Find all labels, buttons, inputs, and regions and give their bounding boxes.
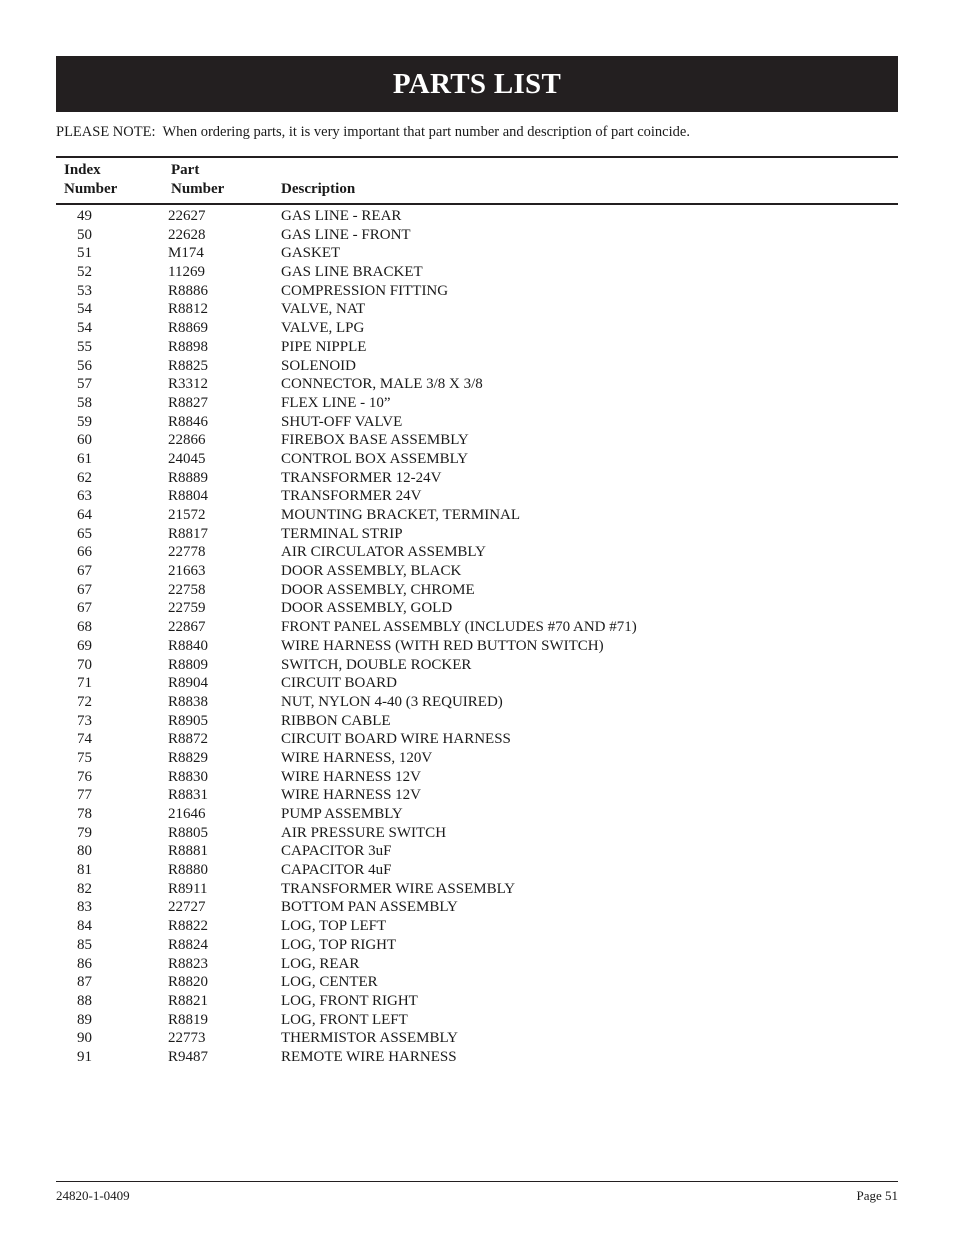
description-cell: DOOR ASSEMBLY, GOLD [281,600,453,617]
table-row [0,693,954,712]
part-number-cell: 21572 [168,507,206,523]
description-cell: TRANSFORMER 24V [281,488,422,505]
index-cell: 57 [77,376,92,393]
part-number-cell: R8817 [168,525,209,542]
description-cell: DOOR ASSEMBLY, BLACK [281,563,462,580]
index-cell: 84 [77,918,92,935]
index-cell: 71 [77,675,92,692]
table-row [0,562,954,581]
index-cell: 68 [77,619,92,636]
index-cell: 67 [77,581,92,598]
part-number-cell: 21663 [168,563,206,580]
table-row [0,842,954,861]
part-number-cell: R8881 [168,843,209,860]
index-cell: 67 [77,563,92,580]
table-row [0,300,954,319]
description-cell: THERMISTOR ASSEMBLY [281,1030,459,1047]
table-row [0,824,954,843]
description-cell: CAPACITOR 3uF [281,843,392,860]
part-number-cell: R8886 [168,282,209,299]
index-cell: 83 [77,899,92,916]
table-row [0,898,954,917]
table-row [0,357,954,376]
table-row [0,730,954,749]
index-cell: 86 [77,955,92,972]
part-number-cell: R8898 [168,338,209,355]
column-header-part-line2: Number [171,181,225,197]
index-cell: 78 [77,806,92,822]
description-cell: RIBBON CABLE [281,712,391,729]
index-cell: 79 [77,824,92,841]
table-row [0,226,954,245]
part-number-cell: R8838 [168,693,209,710]
part-number-cell: 22759 [168,600,206,617]
index-cell: 91 [77,1048,92,1065]
description-cell: GASKET [281,245,341,262]
table-row [0,431,954,450]
description-cell: WIRE HARNESS 12V [281,768,422,785]
index-cell: 80 [77,843,92,860]
part-number-cell: R8809 [168,656,209,673]
index-cell: 49 [77,208,92,224]
part-number-cell: 21646 [168,806,206,822]
part-number-cell: R8812 [168,301,209,318]
part-number-cell: R3312 [168,376,209,393]
description-cell: REMOTE WIRE HARNESS [281,1048,457,1065]
description-cell: GAS LINE BRACKET [281,264,423,281]
part-number-cell: R8889 [168,469,209,486]
index-cell: 69 [77,637,92,654]
table-row [0,637,954,656]
part-number-cell: R8823 [168,955,209,972]
index-cell: 51 [77,245,92,262]
column-header-index [64,161,117,199]
description-cell: CAPACITOR 4uF [281,862,392,879]
footer-rule [56,1181,898,1182]
ordering-note: PLEASE NOTE: When ordering parts, it is very important that part number and description of part coincide. [56,124,690,140]
table-row [0,973,954,992]
table-row [0,674,954,693]
index-cell: 54 [77,320,92,337]
index-cell: 55 [77,338,92,355]
column-header-index-line2: Number [64,181,118,197]
part-number-cell: M174 [168,245,204,262]
document-number: 24820-1-0409 [56,1188,130,1203]
part-number-cell: R8819 [168,1011,209,1028]
table-row [0,506,954,525]
description-cell: LOG, REAR [281,955,360,972]
part-number-cell: R8824 [168,936,209,953]
description-cell: LOG, TOP RIGHT [281,936,397,953]
description-cell: SWITCH, DOUBLE ROCKER [281,656,472,673]
description-cell: CONNECTOR, MALE 3/8 X 3/8 [281,376,483,393]
index-cell: 59 [77,413,92,430]
page-title: PARTS LIST [392,67,562,100]
index-cell: 75 [77,749,92,766]
table-row [0,768,954,787]
index-cell: 58 [77,394,92,411]
description-cell: FLEX LINE - 10” [281,394,391,411]
title-banner [56,56,898,112]
index-cell: 87 [77,974,92,991]
part-number-cell: R8840 [168,637,209,654]
table-row [0,955,954,974]
description-cell: SOLENOID [281,357,356,374]
table-row [0,936,954,955]
parts-table-body [0,207,954,1067]
index-cell: 73 [77,712,92,729]
description-cell: VALVE, NAT [281,301,366,318]
index-cell: 63 [77,488,92,505]
index-cell: 82 [77,880,92,897]
description-cell: TERMINAL STRIP [281,525,403,542]
description-cell: CIRCUIT BOARD WIRE HARNESS [281,731,511,748]
table-row [0,1011,954,1030]
index-cell: 60 [77,432,92,449]
description-cell: MOUNTING BRACKET, TERMINAL [281,507,521,523]
description-cell: PIPE NIPPLE [281,338,367,355]
part-number-cell: R8846 [168,413,209,430]
table-row [0,917,954,936]
index-cell: 56 [77,357,92,374]
description-cell: LOG, FRONT LEFT [281,1011,408,1028]
index-cell: 61 [77,450,92,467]
description-cell: LOG, TOP LEFT [281,918,387,935]
index-cell: 53 [77,282,92,299]
index-cell: 88 [77,992,92,1009]
index-cell: 77 [77,787,92,804]
part-number-cell: 22778 [168,544,206,561]
table-row [0,599,954,618]
table-row [0,880,954,899]
part-number-cell: R8872 [168,731,209,748]
index-cell: 54 [77,301,92,318]
part-number-cell: R8880 [168,862,209,879]
table-row [0,282,954,301]
part-number-cell: R8829 [168,749,209,766]
part-number-cell: R8820 [168,974,209,991]
part-number-cell: R8905 [168,712,209,729]
description-cell: BOTTOM PAN ASSEMBLY [281,899,458,916]
description-cell: TRANSFORMER WIRE ASSEMBLY [281,880,516,897]
index-cell: 65 [77,525,92,542]
description-cell: DOOR ASSEMBLY, CHROME [281,581,475,598]
table-row [0,469,954,488]
description-cell: FRONT PANEL ASSEMBLY (INCLUDES #70 AND #71) [281,619,637,636]
description-cell: GAS LINE - REAR [281,208,402,224]
table-row [0,244,954,263]
table-top-rule [56,156,898,158]
column-header-description: Description [281,181,356,197]
index-cell: 64 [77,507,92,523]
table-row [0,450,954,469]
table-row [0,525,954,544]
index-cell: 74 [77,731,92,748]
table-row [0,805,954,824]
table-row [0,207,954,226]
table-row [0,543,954,562]
table-row [0,712,954,731]
column-header-part [171,161,224,199]
description-cell: AIR PRESSURE SWITCH [281,824,447,841]
description-cell: LOG, FRONT RIGHT [281,992,418,1009]
index-cell: 76 [77,768,92,785]
part-number-cell: R8805 [168,824,209,841]
index-cell: 89 [77,1011,92,1028]
part-number-cell: R9487 [168,1048,209,1065]
description-cell: GAS LINE - FRONT [281,226,411,243]
table-row [0,1048,954,1067]
description-cell: FIREBOX BASE ASSEMBLY [281,432,469,449]
index-cell: 66 [77,544,92,561]
column-header-part-line1: Part [171,162,200,178]
part-number-cell: R8821 [168,992,209,1009]
description-cell: VALVE, LPG [281,320,365,337]
part-number-cell: 22758 [168,581,206,598]
part-number-cell: R8830 [168,768,209,785]
description-cell: LOG, CENTER [281,974,378,991]
part-number-cell: 22773 [168,1030,206,1047]
table-row [0,618,954,637]
table-row [0,861,954,880]
index-cell: 52 [77,264,92,281]
table-header-rule [56,203,898,205]
description-cell: TRANSFORMER 12-24V [281,469,442,486]
part-number-cell: R8825 [168,357,209,374]
part-number-cell: 22628 [168,226,206,243]
index-cell: 67 [77,600,92,617]
table-row [0,375,954,394]
table-row [0,786,954,805]
table-row [0,992,954,1011]
page-number: Page 51 [856,1188,898,1203]
index-cell: 70 [77,656,92,673]
description-cell: CIRCUIT BOARD [281,675,397,692]
part-number-cell: R8904 [168,675,209,692]
description-cell: CONTROL BOX ASSEMBLY [281,450,469,467]
index-cell: 85 [77,936,92,953]
index-cell: 90 [77,1030,92,1047]
table-row [0,319,954,338]
index-cell: 62 [77,469,92,486]
description-cell: NUT, NYLON 4-40 (3 REQUIRED) [281,693,503,710]
part-number-cell: 24045 [168,450,206,467]
description-cell: PUMP ASSEMBLY [281,806,403,822]
table-row [0,749,954,768]
part-number-cell: R8911 [168,880,208,897]
part-number-cell: 11269 [168,264,205,281]
description-cell: SHUT-OFF VALVE [281,413,403,430]
table-row [0,1029,954,1048]
table-row [0,487,954,506]
part-number-cell: R8831 [168,787,209,804]
table-row [0,338,954,357]
part-number-cell: 22627 [168,208,206,224]
index-cell: 81 [77,862,92,879]
part-number-cell: R8869 [168,320,209,337]
column-header-index-line1: Index [64,162,101,178]
description-cell: COMPRESSION FITTING [281,282,449,299]
part-number-cell: R8822 [168,918,209,935]
part-number-cell: R8827 [168,394,209,411]
table-row [0,394,954,413]
part-number-cell: R8804 [168,488,209,505]
description-cell: AIR CIRCULATOR ASSEMBLY [281,544,486,561]
part-number-cell: 22867 [168,619,206,636]
index-cell: 72 [77,693,92,710]
table-row [0,413,954,432]
table-row [0,263,954,282]
index-cell: 50 [77,226,92,243]
table-row [0,656,954,675]
part-number-cell: 22866 [168,432,206,449]
description-cell: WIRE HARNESS, 120V [281,749,433,766]
description-cell: WIRE HARNESS 12V [281,787,422,804]
table-row [0,581,954,600]
part-number-cell: 22727 [168,899,206,916]
description-cell: WIRE HARNESS (WITH RED BUTTON SWITCH) [281,637,604,654]
